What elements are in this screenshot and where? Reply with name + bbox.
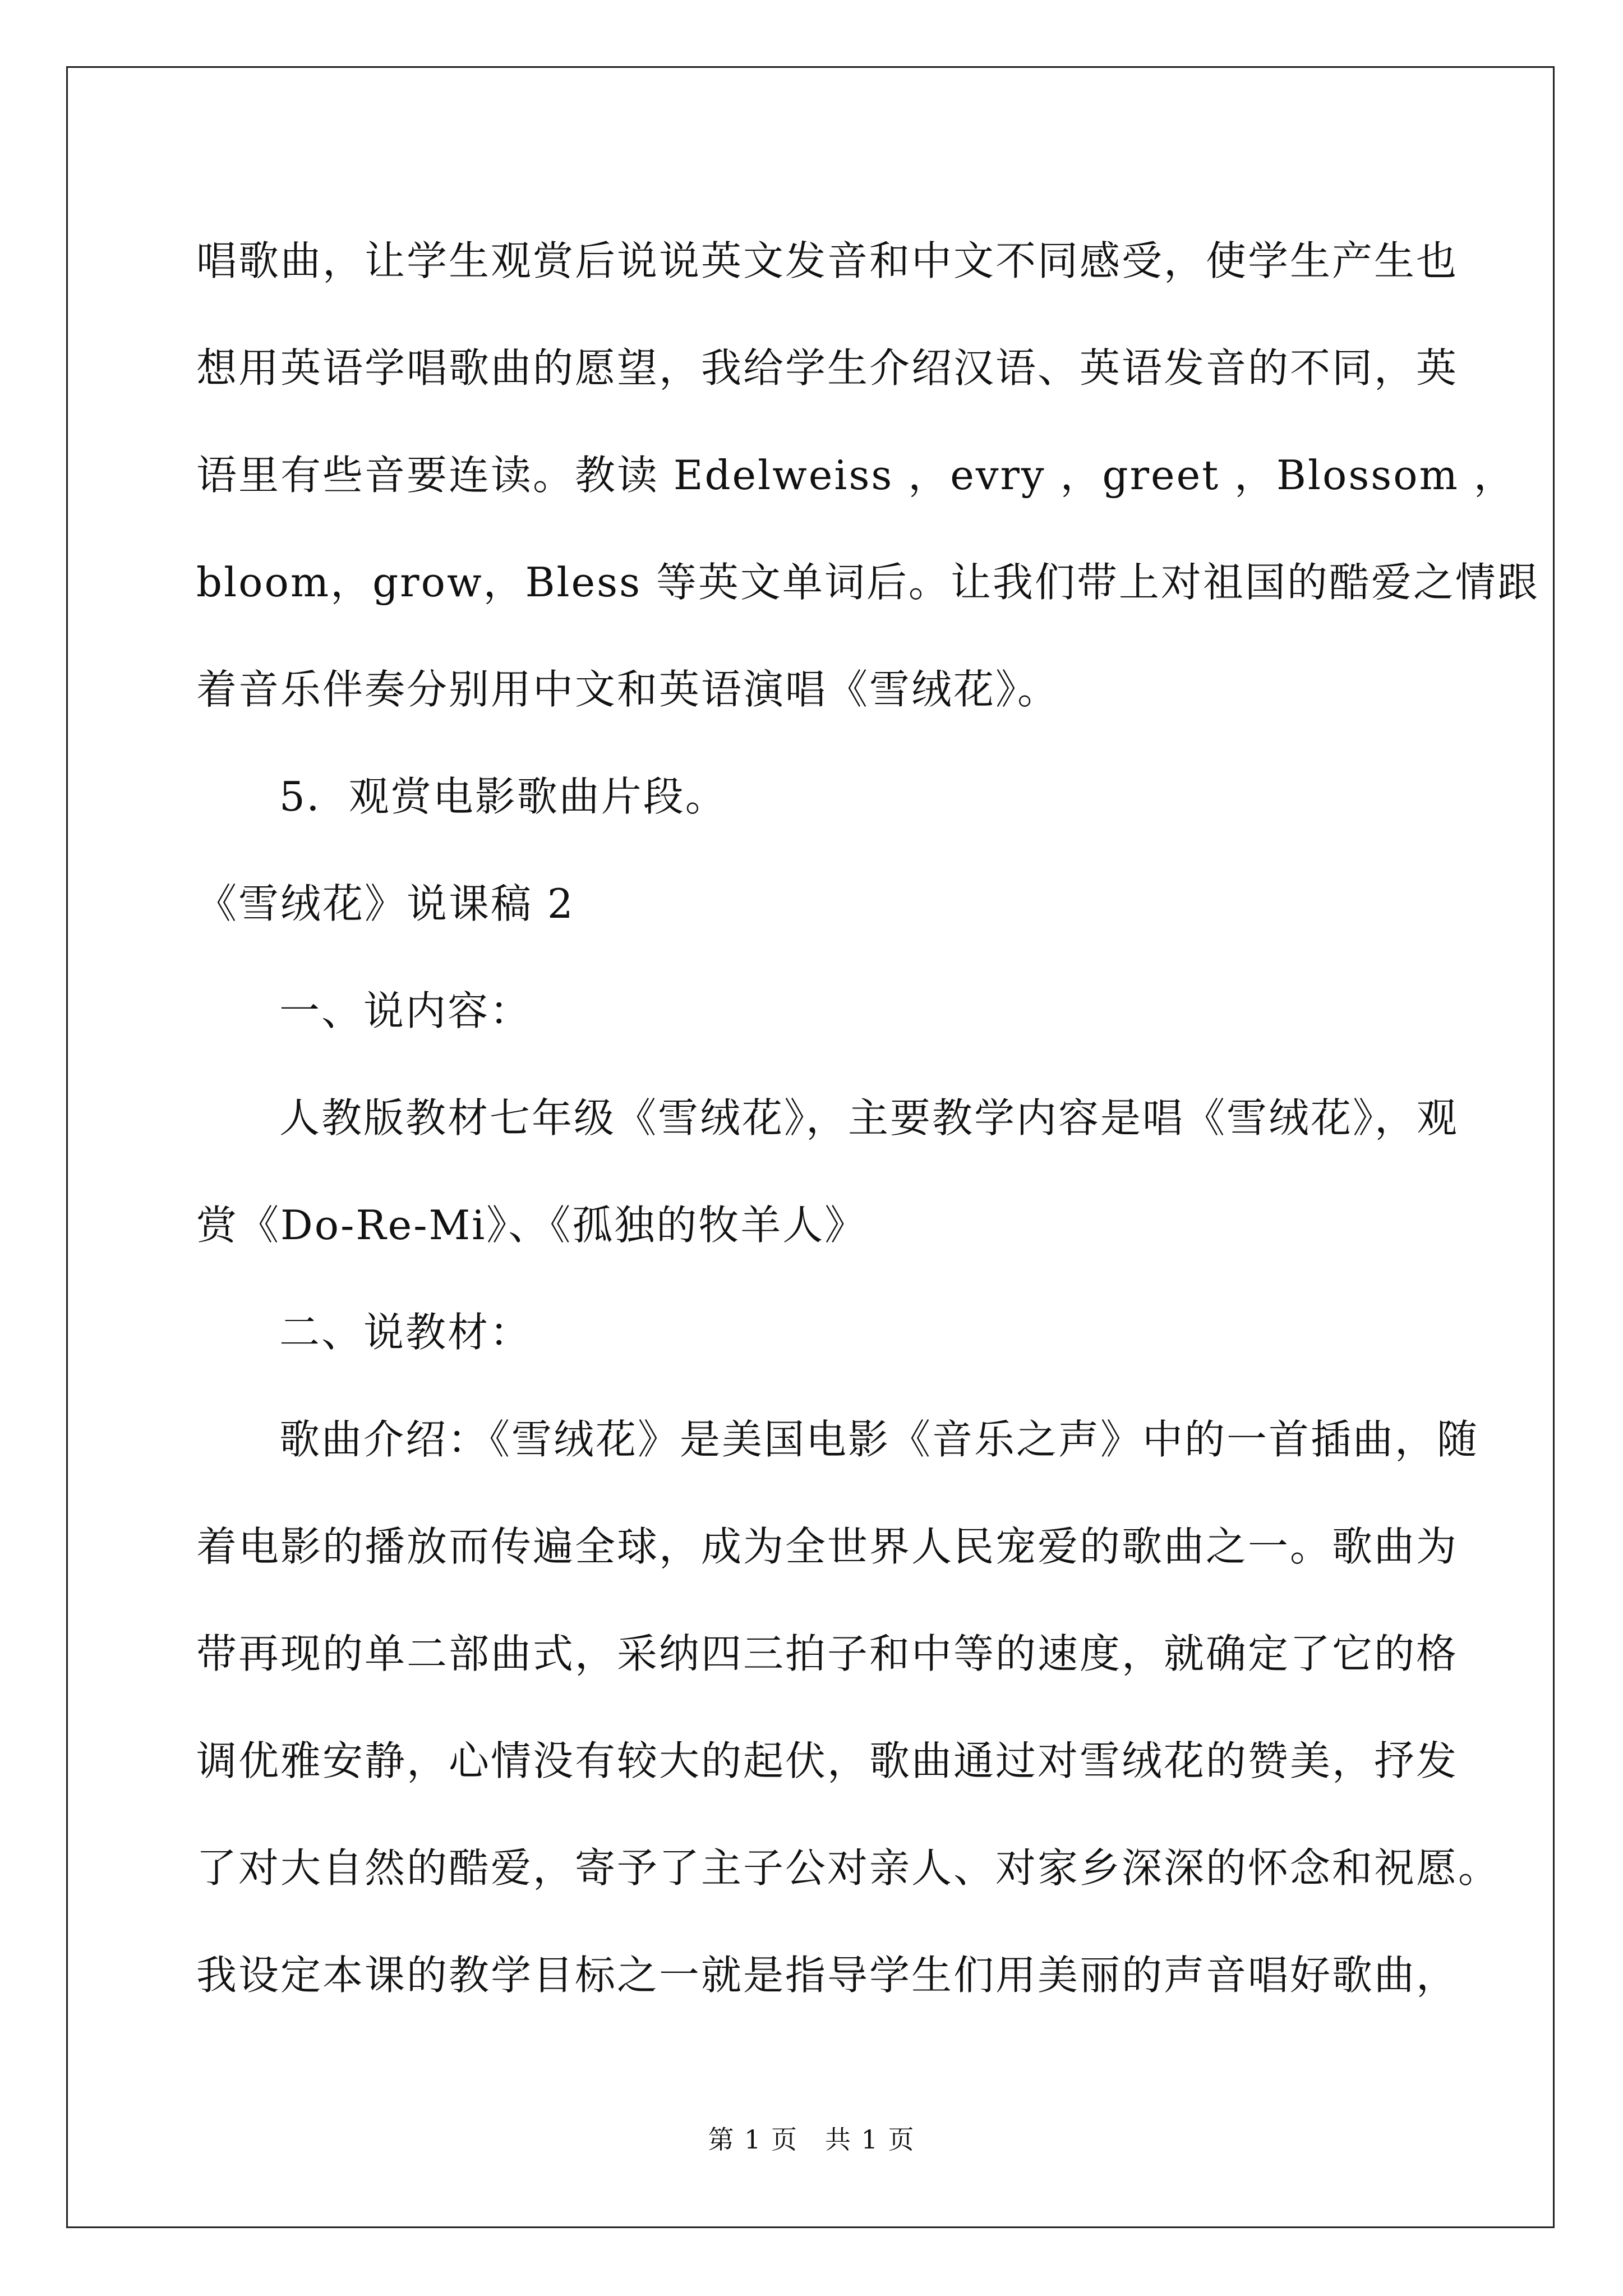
- section-heading: 《雪绒花》说课稿 2: [196, 880, 575, 927]
- paragraph-line: 着音乐伴奏分别用中文和英语演唱《雪绒花》。: [196, 666, 1060, 713]
- paragraph-line: 了对大自然的酷爱，寄予了主子公对亲人、对家乡深深的怀念和祝愿。: [196, 1844, 1501, 1892]
- paragraph-line: 赏《Do-Re-Mi》、《孤独的牧羊人》: [196, 1202, 867, 1249]
- paragraph-line: bloom，grow，Bless 等英文单词后。让我们带上对祖国的酷爱之情跟: [196, 559, 1539, 606]
- paragraph-line: 带再现的单二部曲式，采纳四三拍子和中等的速度，就确定了它的格: [196, 1630, 1459, 1677]
- list-item: 5．观赏电影歌曲片段。: [279, 773, 727, 820]
- paragraph-line: 想用英语学唱歌曲的愿望，我给学生介绍汉语、英语发音的不同，英: [196, 344, 1459, 392]
- paragraph-line: 调优雅安静，心情没有较大的起伏，歌曲通过对雪绒花的赞美，抒发: [196, 1737, 1459, 1784]
- paragraph-line: 语里有些音要连读。教读 Edelweiss ，evry ，greet ，Blossom ，: [196, 452, 1516, 499]
- document-body: [196, 208, 1539, 2029]
- subsection-heading: 二、说教材：: [279, 1309, 532, 1356]
- paragraph-line: 人教版教材七年级《雪绒花》，主要教学内容是唱《雪绒花》，观: [279, 1094, 1459, 1142]
- paragraph-line: 着电影的播放而传遍全球，成为全世界人民宠爱的歌曲之一。歌曲为: [196, 1523, 1459, 1570]
- page-number-footer: 第 1 页 共 1 页: [708, 2124, 915, 2155]
- paragraph-line: 我设定本课的教学目标之一就是指导学生们用美丽的声音唱好歌曲，: [196, 1952, 1459, 1999]
- paragraph-line: 唱歌曲，让学生观赏后说说英文发音和中文不同感受，使学生产生也: [196, 237, 1459, 284]
- subsection-heading: 一、说内容：: [279, 987, 532, 1034]
- paragraph-line: 歌曲介绍：《雪绒花》是美国电影《音乐之声》中的一首插曲，随: [279, 1416, 1479, 1463]
